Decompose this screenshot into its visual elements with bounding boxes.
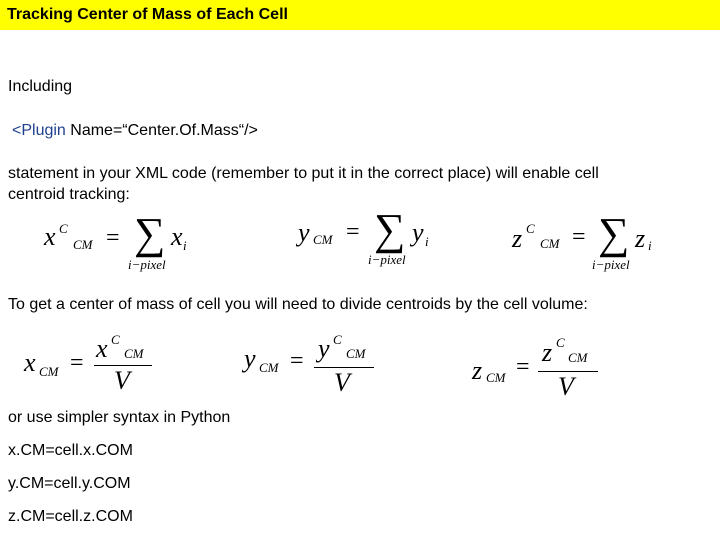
var-z-i: z — [635, 224, 646, 253]
plugin-statement — [12, 121, 258, 141]
statement-line-1: statement in your XML code (remember to put it in the correct place) will enable cell — [8, 165, 599, 182]
python-intro: or use simpler syntax in Python — [8, 409, 231, 426]
formula-y-centroid — [298, 205, 458, 272]
formula-y-com — [244, 334, 384, 398]
formula-z-centroid — [512, 209, 672, 274]
sup-c: C — [556, 335, 565, 350]
var-y-i: y — [412, 218, 424, 247]
var-y: y — [244, 344, 256, 373]
volume-v: V — [334, 368, 350, 397]
formula-x-com — [24, 334, 164, 398]
formula-x-centroid — [44, 209, 204, 272]
statement-line-2: centroid tracking: — [8, 186, 130, 203]
sum-lower-limit: i−pixel — [368, 252, 406, 267]
sup-c: C — [59, 221, 68, 236]
volume-v: V — [114, 366, 130, 395]
equals-sign: = — [106, 225, 120, 251]
including-text: Including — [8, 78, 73, 95]
sup-c: C — [526, 221, 535, 236]
sub-cm: CM — [346, 346, 366, 361]
sum-lower-limit: i−pixel — [128, 257, 166, 272]
sup-c: C — [111, 332, 120, 347]
equals-sign: = — [346, 219, 360, 245]
python-line-y: y.CM=cell.y.COM — [8, 475, 131, 492]
sub-i: i — [648, 238, 652, 253]
sub-cm: CM — [124, 346, 144, 361]
var-x-i: x — [171, 222, 183, 251]
sub-cm: CM — [540, 236, 560, 251]
var-z: z — [472, 356, 483, 385]
equals-sign: = — [70, 350, 84, 376]
var-x: x — [44, 222, 56, 251]
sub-cm: CM — [73, 237, 93, 252]
var-y: y — [298, 218, 310, 247]
equals-sign: = — [516, 354, 530, 380]
sup-c: C — [333, 332, 342, 347]
sigma-symbol: ∑ — [598, 209, 630, 258]
sub-cm: CM — [259, 360, 279, 375]
sub-i: i — [425, 234, 429, 249]
numerator-x: x — [96, 334, 108, 363]
sub-cm: CM — [568, 350, 588, 365]
page-title: Tracking Center of Mass of Each Cell — [7, 6, 288, 23]
plugin-tag-rest: Name=“Center.Of.Mass“/> — [65, 122, 258, 139]
sub-cm: CM — [486, 370, 506, 385]
volume-v: V — [558, 372, 574, 401]
python-line-z: z.CM=cell.z.COM — [8, 508, 133, 525]
var-x: x — [24, 348, 36, 377]
sum-lower-limit: i−pixel — [592, 257, 630, 272]
numerator-z: z — [542, 338, 553, 367]
title-bar — [0, 0, 720, 30]
sigma-symbol: ∑ — [134, 209, 166, 258]
center-of-mass-text: To get a center of mass of cell you will need to divide centroids by the cell volume: — [8, 296, 588, 313]
sub-cm: CM — [39, 364, 59, 379]
sub-cm: CM — [313, 232, 333, 247]
plugin-tag-open: <Plugin — [12, 122, 66, 139]
sub-i: i — [183, 238, 187, 253]
sigma-symbol: ∑ — [374, 205, 406, 254]
numerator-y: y — [318, 334, 330, 363]
equals-sign: = — [572, 224, 586, 250]
var-z: z — [512, 224, 523, 253]
python-line-x: x.CM=cell.x.COM — [8, 442, 133, 459]
equals-sign: = — [290, 348, 304, 374]
formula-z-com — [472, 336, 612, 400]
